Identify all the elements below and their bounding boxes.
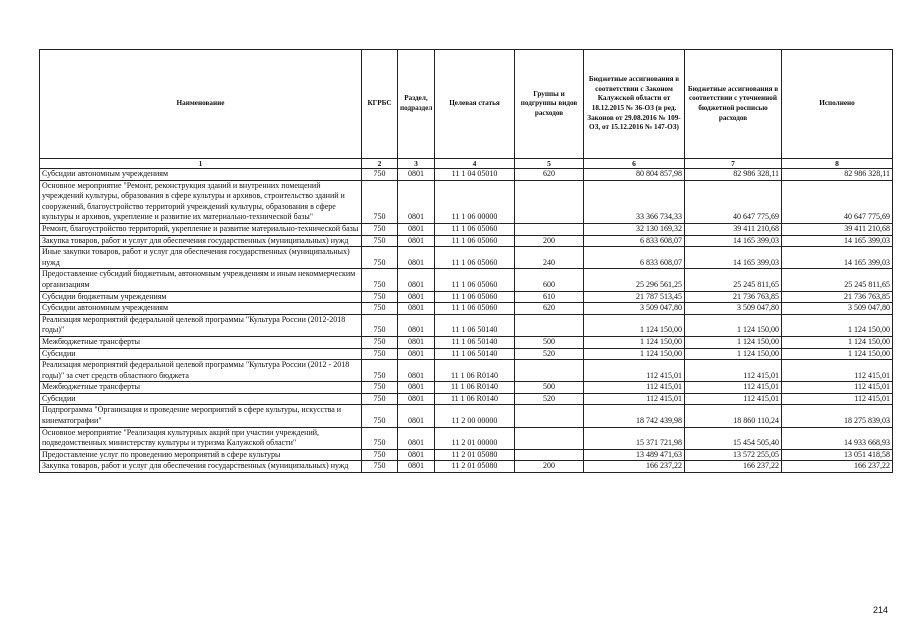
cell-name: Предоставление субсидий бюджетным, автономным учреждениям и иным некоммерческим организациям [40,269,362,291]
column-number: 4 [435,159,515,169]
cell-kgrbs: 750 [362,336,398,348]
cell-section: 0801 [398,235,435,247]
cell-refined-allocation: 40 647 775,69 [685,180,782,223]
cell-kgrbs: 750 [362,235,398,247]
cell-refined-allocation: 15 454 505,40 [685,427,782,449]
cell-kgrbs: 750 [362,405,398,427]
cell-section: 0801 [398,461,435,473]
table-row [40,269,893,291]
table-body [40,169,893,473]
table-row [40,449,893,461]
cell-name: Закупка товаров, работ и услуг для обеспечения государственных (муниципальных) нужд [40,461,362,473]
cell-executed: 14 165 399,03 [782,247,893,269]
cell-law-allocation: 1 124 150,00 [584,348,685,360]
cell-law-allocation: 18 742 439,98 [584,405,685,427]
cell-section: 0801 [398,393,435,405]
cell-law-allocation: 21 787 513,45 [584,291,685,303]
cell-group [515,223,584,235]
cell-group: 500 [515,336,584,348]
cell-name: Реализация мероприятий федеральной целевой программы "Культура России (2012 - 2018 годы)" за счет средств областного бюджета [40,360,362,382]
cell-kgrbs: 750 [362,348,398,360]
cell-law-allocation: 6 833 608,07 [584,247,685,269]
cell-refined-allocation: 18 860 110,24 [685,405,782,427]
cell-article: 11 1 06 50140 [435,336,515,348]
table-row [40,348,893,360]
cell-name: Закупка товаров, работ и услуг для обеспечения государственных (муниципальных) нужд [40,235,362,247]
cell-article: 11 1 06 R0140 [435,382,515,394]
table-row [40,180,893,223]
cell-article: 11 1 06 R0140 [435,360,515,382]
cell-law-allocation: 25 296 561,25 [584,269,685,291]
header-executed: Исполнено [782,50,893,159]
cell-name: Подпрограмма "Организация и проведение мероприятий в сфере культуры, искусства и кинематографии" [40,405,362,427]
cell-article: 11 1 06 05060 [435,247,515,269]
cell-refined-allocation: 25 245 811,65 [685,269,782,291]
cell-law-allocation: 112 415,01 [584,393,685,405]
column-number: 7 [685,159,782,169]
table-row [40,461,893,473]
cell-kgrbs: 750 [362,314,398,336]
cell-section: 0801 [398,382,435,394]
cell-group [515,427,584,449]
cell-executed: 112 415,01 [782,360,893,382]
cell-law-allocation: 13 489 471,63 [584,449,685,461]
cell-kgrbs: 750 [362,427,398,449]
cell-article: 11 1 04 05010 [435,169,515,181]
table-row [40,405,893,427]
cell-name: Основное мероприятие "Реализация культурных акций при участии учреждений, подведомственных министерству культуры и туризма Калужской области" [40,427,362,449]
cell-kgrbs: 750 [362,461,398,473]
cell-kgrbs: 750 [362,180,398,223]
header-article: Целевая статья [435,50,515,159]
cell-section: 0801 [398,314,435,336]
table-row [40,235,893,247]
cell-refined-allocation: 112 415,01 [685,382,782,394]
cell-section: 0801 [398,336,435,348]
column-number: 3 [398,159,435,169]
cell-executed: 1 124 150,00 [782,314,893,336]
cell-executed: 14 933 668,93 [782,427,893,449]
header-section: Раздел, подраздел [398,50,435,159]
cell-refined-allocation: 112 415,01 [685,393,782,405]
cell-section: 0801 [398,427,435,449]
cell-article: 11 1 06 05060 [435,223,515,235]
cell-kgrbs: 750 [362,291,398,303]
cell-section: 0801 [398,291,435,303]
column-number: 6 [584,159,685,169]
header-refined-allocation: Бюджетные ассигнования в соответствии с уточненной бюджетной росписью расходов [685,50,782,159]
cell-article: 11 1 06 R0140 [435,393,515,405]
cell-section: 0801 [398,269,435,291]
cell-group: 200 [515,235,584,247]
cell-executed: 13 051 418,58 [782,449,893,461]
cell-executed: 39 411 210,68 [782,223,893,235]
cell-refined-allocation: 112 415,01 [685,360,782,382]
cell-law-allocation: 15 371 721,98 [584,427,685,449]
cell-executed: 40 647 775,69 [782,180,893,223]
table-row [40,382,893,394]
header-kgrbs: КГРБС [362,50,398,159]
cell-section: 0801 [398,223,435,235]
cell-executed: 1 124 150,00 [782,336,893,348]
cell-article: 11 2 00 00000 [435,405,515,427]
cell-law-allocation: 1 124 150,00 [584,314,685,336]
cell-group [515,360,584,382]
cell-name: Иные закупки товаров, работ и услуг для обеспечения государственных (муниципальных) нужд [40,247,362,269]
cell-section: 0801 [398,169,435,181]
cell-article: 11 2 01 05080 [435,461,515,473]
table-row [40,303,893,315]
cell-group: 620 [515,169,584,181]
cell-law-allocation: 1 124 150,00 [584,336,685,348]
cell-group: 200 [515,461,584,473]
table-row [40,393,893,405]
table-row [40,314,893,336]
cell-law-allocation: 80 804 857,98 [584,169,685,181]
cell-section: 0801 [398,405,435,427]
header-group: Группы и подгруппы видов расходов [515,50,584,159]
cell-name: Субсидии бюджетным учреждениям [40,291,362,303]
cell-group: 240 [515,247,584,269]
cell-group: 520 [515,393,584,405]
cell-law-allocation: 33 366 734,33 [584,180,685,223]
cell-kgrbs: 750 [362,247,398,269]
cell-group [515,449,584,461]
table-row [40,427,893,449]
cell-executed: 3 509 047,80 [782,303,893,315]
table-row [40,336,893,348]
cell-article: 11 1 06 05060 [435,235,515,247]
cell-refined-allocation: 1 124 150,00 [685,348,782,360]
cell-refined-allocation: 3 509 047,80 [685,303,782,315]
cell-name: Субсидии [40,348,362,360]
cell-group: 520 [515,348,584,360]
cell-kgrbs: 750 [362,169,398,181]
cell-refined-allocation: 14 165 399,03 [685,247,782,269]
cell-article: 11 1 06 00000 [435,180,515,223]
cell-executed: 1 124 150,00 [782,348,893,360]
budget-table [39,49,893,473]
column-number: 8 [782,159,893,169]
cell-executed: 112 415,01 [782,393,893,405]
cell-law-allocation: 166 237,22 [584,461,685,473]
table-row [40,223,893,235]
cell-article: 11 1 06 05060 [435,269,515,291]
cell-group: 600 [515,269,584,291]
cell-refined-allocation: 14 165 399,03 [685,235,782,247]
cell-name: Реализация мероприятий федеральной целевой программы "Культура России (2012-2018 годы)" [40,314,362,336]
cell-group: 620 [515,303,584,315]
cell-section: 0801 [398,247,435,269]
cell-kgrbs: 750 [362,393,398,405]
header-law-allocation: Бюджетные ассигнования в соответствии с Законом Калужской области от 18.12.2015 № 36-ОЗ (в ред. Законов от 29.08.2016 № 109-ОЗ, от 15.12.2016 № 147-ОЗ) [584,50,685,159]
cell-refined-allocation: 21 736 763,85 [685,291,782,303]
cell-name: Субсидии автономным учреждениям [40,303,362,315]
table-row [40,247,893,269]
cell-kgrbs: 750 [362,303,398,315]
cell-executed: 166 237,22 [782,461,893,473]
cell-name: Ремонт, благоустройство территорий, укрепление и развитие материально-технической базы [40,223,362,235]
page-number: 214 [872,605,888,615]
cell-section: 0801 [398,449,435,461]
column-number-row [40,159,893,169]
cell-group [515,405,584,427]
cell-group [515,314,584,336]
cell-refined-allocation: 1 124 150,00 [685,336,782,348]
cell-kgrbs: 750 [362,382,398,394]
cell-section: 0801 [398,360,435,382]
cell-article: 11 1 06 05060 [435,291,515,303]
cell-section: 0801 [398,180,435,223]
header-row [40,50,893,159]
cell-section: 0801 [398,303,435,315]
cell-name: Межбюджетные трансферты [40,336,362,348]
cell-section: 0801 [398,348,435,360]
column-number: 5 [515,159,584,169]
column-number: 2 [362,159,398,169]
cell-name: Межбюджетные трансферты [40,382,362,394]
table-row [40,360,893,382]
cell-group: 500 [515,382,584,394]
cell-name: Субсидии [40,393,362,405]
cell-executed: 21 736 763,85 [782,291,893,303]
cell-kgrbs: 750 [362,360,398,382]
cell-executed: 112 415,01 [782,382,893,394]
cell-name: Предоставление услуг по проведению мероприятий в сфере культуры [40,449,362,461]
column-number: 1 [40,159,362,169]
cell-kgrbs: 750 [362,223,398,235]
cell-name: Основное мероприятие "Ремонт, реконструкция зданий и внутренних помещений учреждений культуры, образования в сфере культуры и архивов, строительство зданий и сооружений, благоустройство территорий учреждений культуры, образования в сфере культуры и архивов, укрепление и развитие их материально-технической базы" [40,180,362,223]
cell-group: 610 [515,291,584,303]
cell-article: 11 1 06 50140 [435,314,515,336]
cell-article: 11 1 06 05060 [435,303,515,315]
cell-name: Субсидии автономным учреждениям [40,169,362,181]
cell-refined-allocation: 82 986 328,11 [685,169,782,181]
cell-refined-allocation: 166 237,22 [685,461,782,473]
cell-law-allocation: 112 415,01 [584,360,685,382]
cell-refined-allocation: 39 411 210,68 [685,223,782,235]
cell-article: 11 2 01 05080 [435,449,515,461]
cell-law-allocation: 6 833 608,07 [584,235,685,247]
cell-executed: 18 275 839,03 [782,405,893,427]
cell-kgrbs: 750 [362,449,398,461]
cell-law-allocation: 3 509 047,80 [584,303,685,315]
cell-law-allocation: 112 415,01 [584,382,685,394]
cell-group [515,180,584,223]
table-row [40,291,893,303]
cell-article: 11 2 01 00000 [435,427,515,449]
cell-executed: 82 986 328,11 [782,169,893,181]
cell-executed: 25 245 811,65 [782,269,893,291]
budget-table-page [39,49,892,473]
cell-kgrbs: 750 [362,269,398,291]
cell-refined-allocation: 1 124 150,00 [685,314,782,336]
header-name: Наименование [40,50,362,159]
cell-executed: 14 165 399,03 [782,235,893,247]
cell-article: 11 1 06 50140 [435,348,515,360]
cell-refined-allocation: 13 572 255,05 [685,449,782,461]
table-row [40,169,893,181]
cell-law-allocation: 32 130 169,32 [584,223,685,235]
